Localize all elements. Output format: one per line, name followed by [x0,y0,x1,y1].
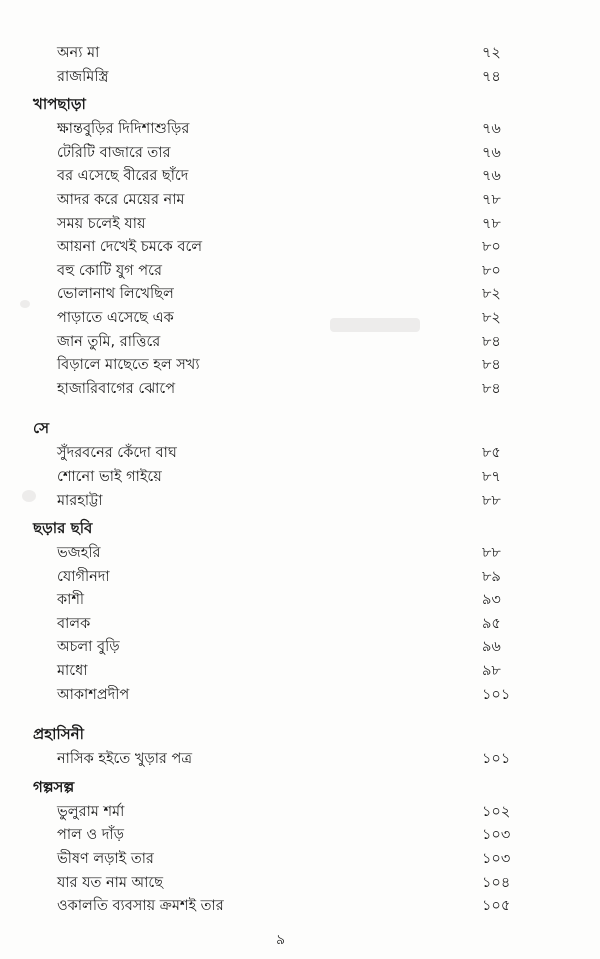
entry-page-number: ১০১ [482,751,511,768]
entry-title: হাজারিবাগের ঝোপে [57,380,176,397]
entry-page-number: ৯৩ [482,592,501,609]
entry-title: মারহাট্টা [57,492,103,509]
toc-entry[interactable] [0,331,600,355]
toc-entry[interactable] [0,660,600,684]
entry-page-number: ৯৬ [482,639,501,656]
entry-title: কাশী [57,592,85,609]
toc-entry[interactable] [0,189,600,213]
toc-entry[interactable] [0,490,600,514]
toc-entry[interactable] [0,824,600,848]
toc-entry[interactable] [0,848,600,872]
toc-entry[interactable] [0,236,600,260]
toc-entry[interactable] [0,42,600,66]
table-of-contents [0,42,600,919]
entry-title: ভজহরি [57,545,101,562]
toc-entry[interactable] [0,613,600,637]
entry-page-number: ১০৫ [482,898,511,915]
entry-title: ভুলুরাম শর্মা [57,803,125,820]
section-heading [0,721,600,748]
entry-title: বালক [57,615,91,632]
entry-page-number: ৭২ [482,45,501,61]
entry-title: জান তুমি, রাত্তিরে [57,333,161,350]
entry-title: পাড়াতে এসেছে এক [57,309,174,326]
entry-page-number: ৭৪ [482,68,501,85]
entry-page-number: ৮৮ [482,492,501,509]
entry-title: বর এসেছে বীরের ছাঁদে [57,168,189,185]
entry-title: অন্য মা [57,45,100,61]
entry-page-number: ৮০ [482,239,501,256]
entry-page-number: ৮৯ [482,568,501,585]
entry-title: নাসিক হইতে খুড়ার পত্র [57,751,192,768]
section-heading [0,415,600,442]
toc-entry[interactable] [0,165,600,189]
entry-page-number: ৮৪ [482,333,501,350]
entry-page-number: ৯৮ [482,663,501,680]
entry-page-number: ৮৫ [482,445,501,462]
entry-page-number: ১০২ [482,803,511,820]
entry-page-number: ৭৮ [482,215,501,232]
entry-title: বিড়ালে মাছেতে হল সখ্য [57,357,200,374]
toc-entry[interactable] [0,442,600,466]
toc-entry[interactable] [0,684,600,708]
section-heading [0,91,600,118]
entry-page-number: ৮৭ [482,468,501,485]
toc-entry[interactable] [0,895,600,919]
toc-entry[interactable] [0,307,600,331]
section-title: ছড়ার ছবি [33,519,93,538]
entry-title: ভীষণ লড়াই তার [57,851,154,868]
entry-title: শোনো ভাই গাইয়ে [57,468,162,485]
entry-title: সুঁদরবনের কেঁদো বাঘ [57,445,177,462]
toc-entry[interactable] [0,66,600,90]
entry-title: অচলা বুড়ি [57,639,120,656]
toc-entry[interactable] [0,283,600,307]
entry-title: টেরিটি বাজারে তার [57,144,171,161]
section-title: প্রহাসিনী [33,725,84,744]
entry-page-number: ৭৬ [482,121,501,138]
entry-title: আদর করে মেয়ের নাম [57,191,185,208]
entry-title: সময় চলেই যায় [57,215,146,232]
entry-title: ভোলানাথ লিখেছিল [57,286,174,303]
entry-page-number: ৭৬ [482,168,501,185]
entry-title: ওকালতি ব্যবসায় ক্রমশই তার [57,898,224,915]
entry-page-number: ১০৩ [482,851,511,868]
entry-page-number: ১০৪ [482,874,511,891]
entry-title: ক্ষান্তবুড়ির দিদিশাশুড়ির [57,121,190,138]
toc-entry[interactable] [0,378,600,402]
toc-entry[interactable] [0,748,600,772]
entry-title: যোগীনদা [57,568,110,585]
entry-title: পাল ও দাঁড় [57,827,124,844]
entry-page-number: ৮৪ [482,380,501,397]
section-title: খাপছাড়া [33,95,86,114]
toc-entry[interactable] [0,872,600,896]
toc-entry[interactable] [0,466,600,490]
entry-page-number: ৭৮ [482,191,501,208]
toc-entry[interactable] [0,118,600,142]
entry-page-number: ১০৩ [482,827,511,844]
footer-page-number: ৯ [276,932,286,948]
section-heading [0,515,600,542]
entry-title: আকাশপ্রদীপ [57,686,130,703]
toc-entry[interactable] [0,801,600,825]
entry-title: মাধো [57,663,88,680]
section-title: সে [33,419,49,438]
entry-page-number: ৯৫ [482,615,501,632]
section-title: গল্পসল্প [33,777,75,796]
toc-entry[interactable] [0,566,600,590]
toc-entry[interactable] [0,542,600,566]
entry-page-number: ৮৪ [482,357,501,374]
entry-page-number: ৮৮ [482,545,501,562]
toc-entry[interactable] [0,589,600,613]
toc-entry[interactable] [0,142,600,166]
entry-title: বহু কোটি যুগ পরে [57,262,162,279]
entry-title: রাজমিস্ত্রি [57,68,109,85]
entry-title: আয়না দেখেই চমকে বলে [57,239,203,256]
entry-page-number: ৮০ [482,262,501,279]
entry-page-number: ৭৬ [482,144,501,161]
entry-page-number: ৮২ [482,286,501,303]
entry-page-number: ৮২ [482,309,501,326]
section-heading [0,774,600,801]
entry-page-number: ১০১ [482,686,511,703]
entry-title: যার যত নাম আছে [57,874,164,891]
toc-entry[interactable] [0,354,600,378]
toc-entry[interactable] [0,636,600,660]
toc-entry[interactable] [0,260,600,284]
toc-entry[interactable] [0,213,600,237]
